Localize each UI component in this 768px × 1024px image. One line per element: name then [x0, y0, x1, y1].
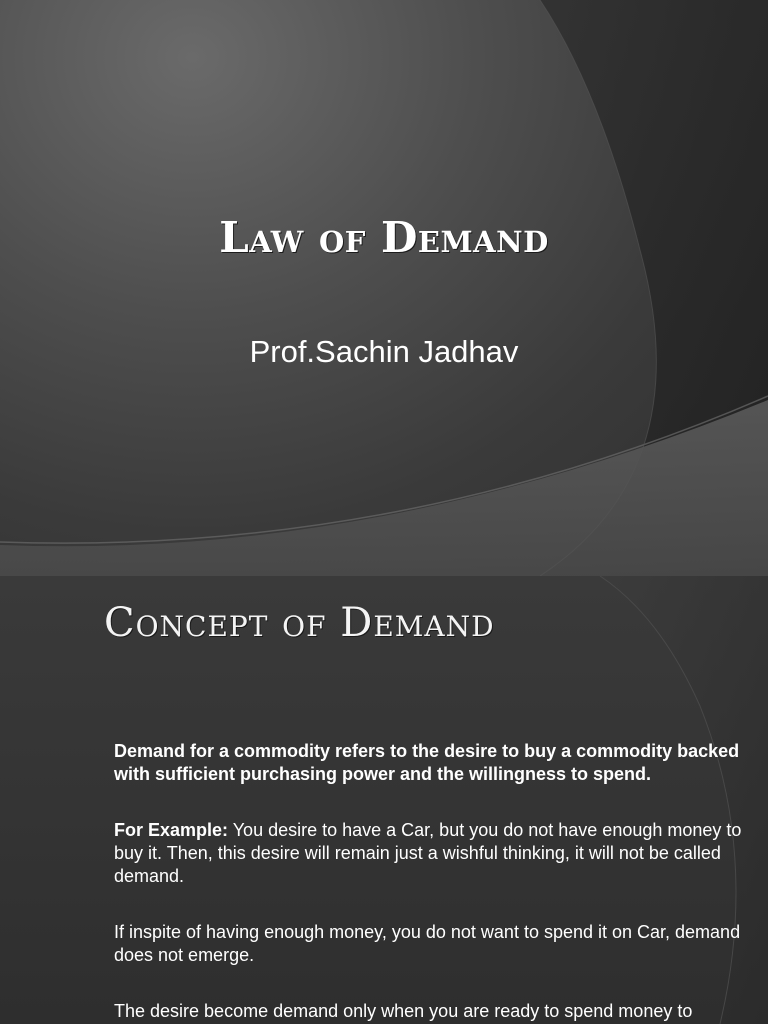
- slide-heading: Concept of Demand: [104, 600, 495, 646]
- no-demand-paragraph: If inspite of having enough money, you do not want to spend it on Car, demand does not emerge.: [114, 922, 741, 965]
- presenter-name: Prof.Sachin Jadhav: [249, 334, 519, 369]
- example-text: You desire to have a Car, but you do not have enough money to buy it. Then, this desire will remain just a wishful thinking, it will not be called demand.: [114, 820, 742, 886]
- demand-condition-paragraph: The desire become demand only when you are ready to spend money to: [114, 1001, 693, 1021]
- definition-paragraph: Demand for a commodity refers to the desire to buy a commodity backed with sufficient purchasing power and the willingness to spend.: [114, 741, 740, 784]
- slide-body: [114, 740, 764, 1024]
- example-paragraph: [114, 819, 764, 888]
- presentation-title: Law of Demand: [219, 213, 549, 262]
- slide-concept: [0, 576, 768, 1024]
- example-label: For Example:: [114, 820, 229, 840]
